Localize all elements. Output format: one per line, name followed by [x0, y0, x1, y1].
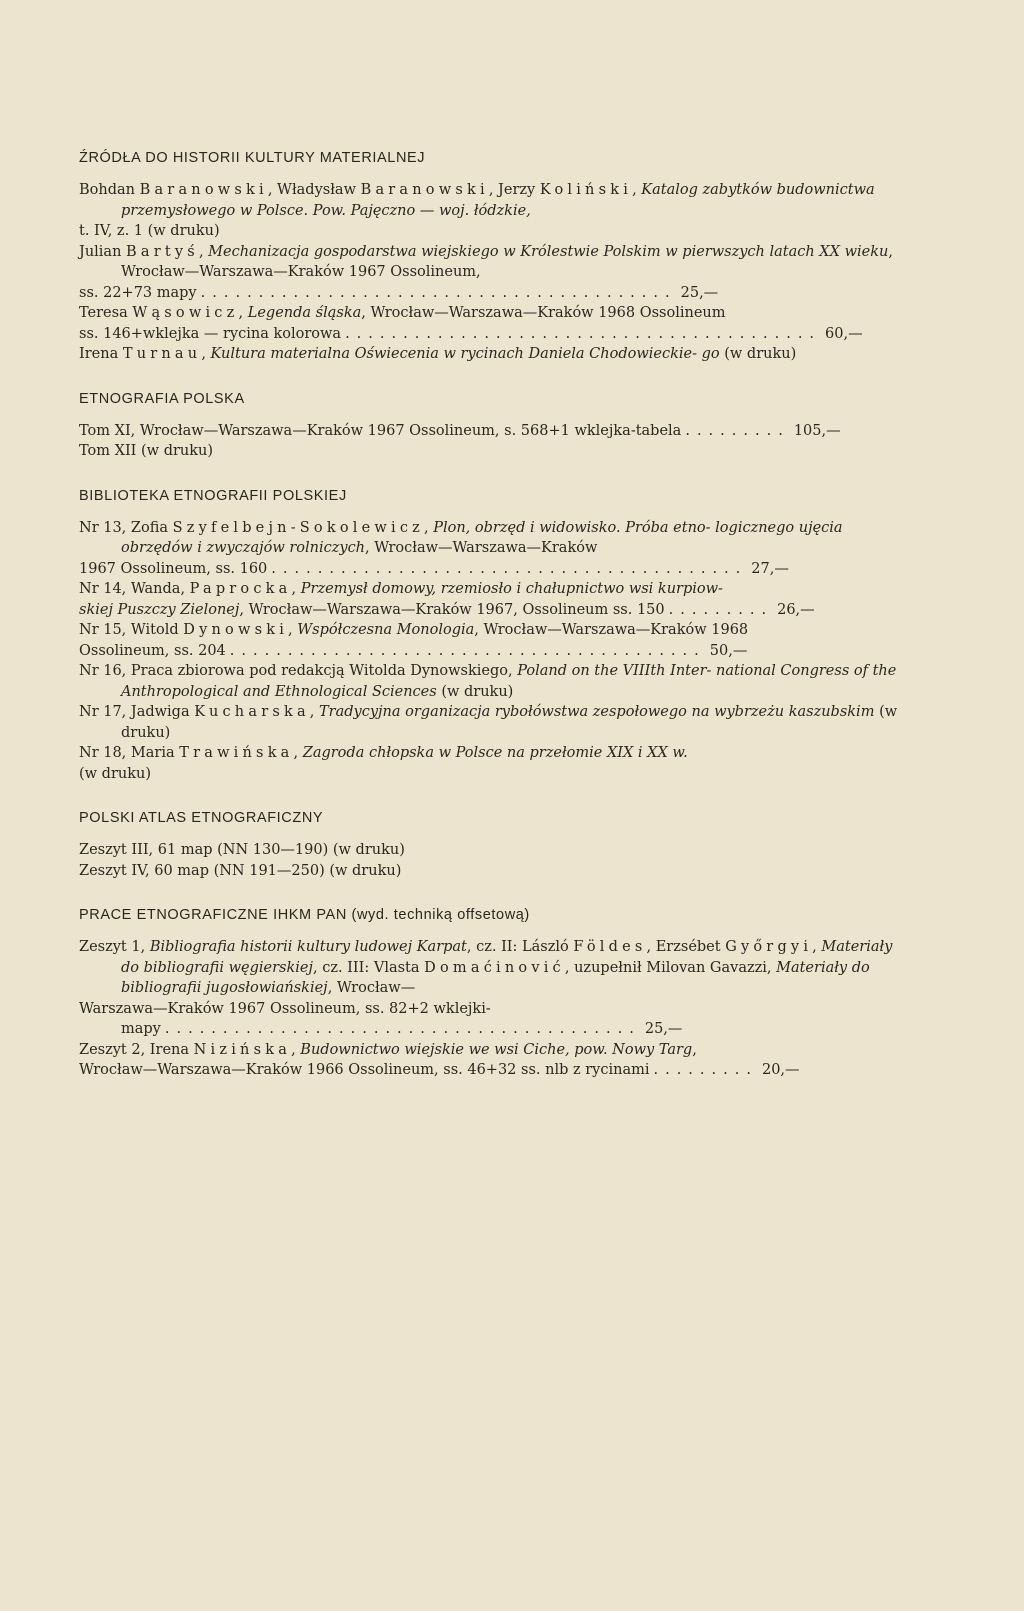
- price-line: Wrocław—Warszawa—Kraków 1966 Ossolineum, ss. 46+32 ss. nlb z rycinami ......... 20,—: [79, 1062, 800, 1078]
- section-title: POLSKI ATLAS ETNOGRAFICZNY: [79, 810, 324, 826]
- catalog-entry: Irena Turnau, Kultura materialna Oświecenia w rycinach Daniela Chodowieckie- go (w druku): [79, 346, 797, 362]
- catalog-entry: Julian Bartyś, Mechanizacja gospodarstwa wiejskiego w Królestwie Polskim w pierwszych latach XX wieku, Wrocław—Warszawa—Kraków 1967 Ossolineum, ss. 22+73 mapy ......................................... 25,—: [79, 242, 906, 304]
- price-line: ss. 146+wklejka — rycina kolorowa ......................................... 60,—: [79, 325, 863, 342]
- price-line: ss. 22+73 mapy ......................................... 25,—: [79, 284, 719, 301]
- catalog-entry: Zeszyt 1, Bibliografia historii kultury ludowej Karpat, cz. II: László Földes, Erzsébet Győrgyi, Materiały do bibliografii węgierskiej, cz. III: Vlasta Domaćinović, uzupełnił Milovan Gavazzi, Materiały do bibliografii jugosłowiańskiej, Wrocław— Warszawa—Kraków 1967 Ossolineum, ss. 82+2 wklejki-mapy ......................................... 25,—: [79, 937, 906, 1040]
- section-title: ŹRÓDŁA DO HISTORII KULTURY MATERIALNEJ: [79, 150, 426, 166]
- price: 26,—: [777, 601, 815, 618]
- catalog-entry: Nr 14, Wanda, Paprocka, Przemysł domowy, rzemiosło i chałupnictwo wsi kurpiow- skiej Puszczy Zielonej, Wrocław—Warszawa—Kraków 1967, Ossolineum ss. 150 ......... 26,—: [79, 579, 906, 620]
- catalog-entry: Bohdan Baranowski, Władysław Baranowski, Jerzy Koliński, Katalog zabytków budownictwa przemysłowego w Polsce. Pow. Pajęczno — woj. łódzkie, t. IV, z. 1 (w druku): [79, 182, 875, 239]
- catalog-entry: Teresa Wąsowicz, Legenda śląska, Wrocław—Warszawa—Kraków 1968 Ossolineum ss. 146+wklejka — rycina kolorowa ......................................... 60,—: [79, 303, 906, 344]
- catalog-entry: Zeszyt III, 61 map (NN 130—190) (w druku): [79, 842, 405, 858]
- section-etnografia: [79, 391, 906, 462]
- price: 25,—: [680, 284, 719, 301]
- catalog-entry: Nr 17, Jadwiga Kucharska, Tradycyjna organizacja rybołówstwa zespołowego na wybrzeżu kaszubskim (w druku): [79, 704, 898, 741]
- price-line: Tom XI, Wrocław—Warszawa—Kraków 1967 Ossolineum, s. 568+1 wklejka-tabela ......... 105,—: [79, 422, 841, 439]
- price: 50,—: [709, 642, 748, 659]
- section-zrodla: [79, 150, 906, 365]
- price: 20,—: [761, 1062, 800, 1078]
- price: 105,—: [793, 422, 841, 439]
- section-atlas: [79, 810, 906, 881]
- catalog-entry: Zeszyt 2, Irena Nizińska, Budownictwo wiejskie we wsi Ciche, pow. Nowy Targ, Wrocław—Warszawa—Kraków 1966 Ossolineum, ss. 46+32 ss. nlb z rycinami ......... 20,—: [79, 1040, 906, 1081]
- catalog-entry: Nr 16, Praca zbiorowa pod redakcją Witolda Dynowskiego, Poland on the VIIIth Inter- national Congress of the Anthropological and Ethnological Sciences (w druku): [79, 663, 897, 700]
- price-line: Ossolineum, ss. 204 ......................................... 50,—: [79, 642, 748, 659]
- price-line: Warszawa—Kraków 1967 Ossolineum, ss. 82+2 wklejki-mapy ......................................... 25,—: [79, 1000, 683, 1037]
- price: 25,—: [644, 1021, 683, 1037]
- price-line: skiej Puszczy Zielonej, Wrocław—Warszawa—Kraków 1967, Ossolineum ss. 150 ......... 26,—: [79, 601, 815, 618]
- catalog-entry: Nr 15, Witold Dynowski, Współczesna Monologia, Wrocław—Warszawa—Kraków 1968 Ossolineum, ss. 204 ......................................... 50,—: [79, 620, 906, 661]
- catalog-entry: Tom XII (w druku): [79, 443, 214, 459]
- price: 27,—: [751, 560, 789, 577]
- section-title: BIBLIOTEKA ETNOGRAFII POLSKIEJ: [79, 487, 347, 504]
- catalog-entry: Zeszyt IV, 60 map (NN 191—250) (w druku): [79, 862, 402, 879]
- section-title: ETNOGRAFIA POLSKA: [79, 390, 245, 407]
- catalog-entry: Nr 18, Maria Trawińska, Zagroda chłopska w Polsce na przełomie XIX i XX w. (w druku): [79, 745, 688, 782]
- section-prace: [79, 907, 906, 1081]
- catalog-entry: Nr 13, Zofia Szyfelbejn-Sokolewicz, Plon, obrzęd i widowisko. Próba etno- logicznego ujęcia obrzędów i zwyczajów rolniczych, Wrocław—Warszawa—Kraków 1967 Ossolineum, ss. 160 ......................................... 27,—: [79, 518, 906, 580]
- price-line: 1967 Ossolineum, ss. 160 ......................................... 27,—: [79, 560, 789, 577]
- section-title: PRACE ETNOGRAFICZNE IHKM PAN (wyd. techniką offsetową): [79, 907, 530, 923]
- catalog-entry: [79, 421, 906, 442]
- price: 60,—: [825, 325, 863, 342]
- section-biblioteka: [79, 488, 906, 785]
